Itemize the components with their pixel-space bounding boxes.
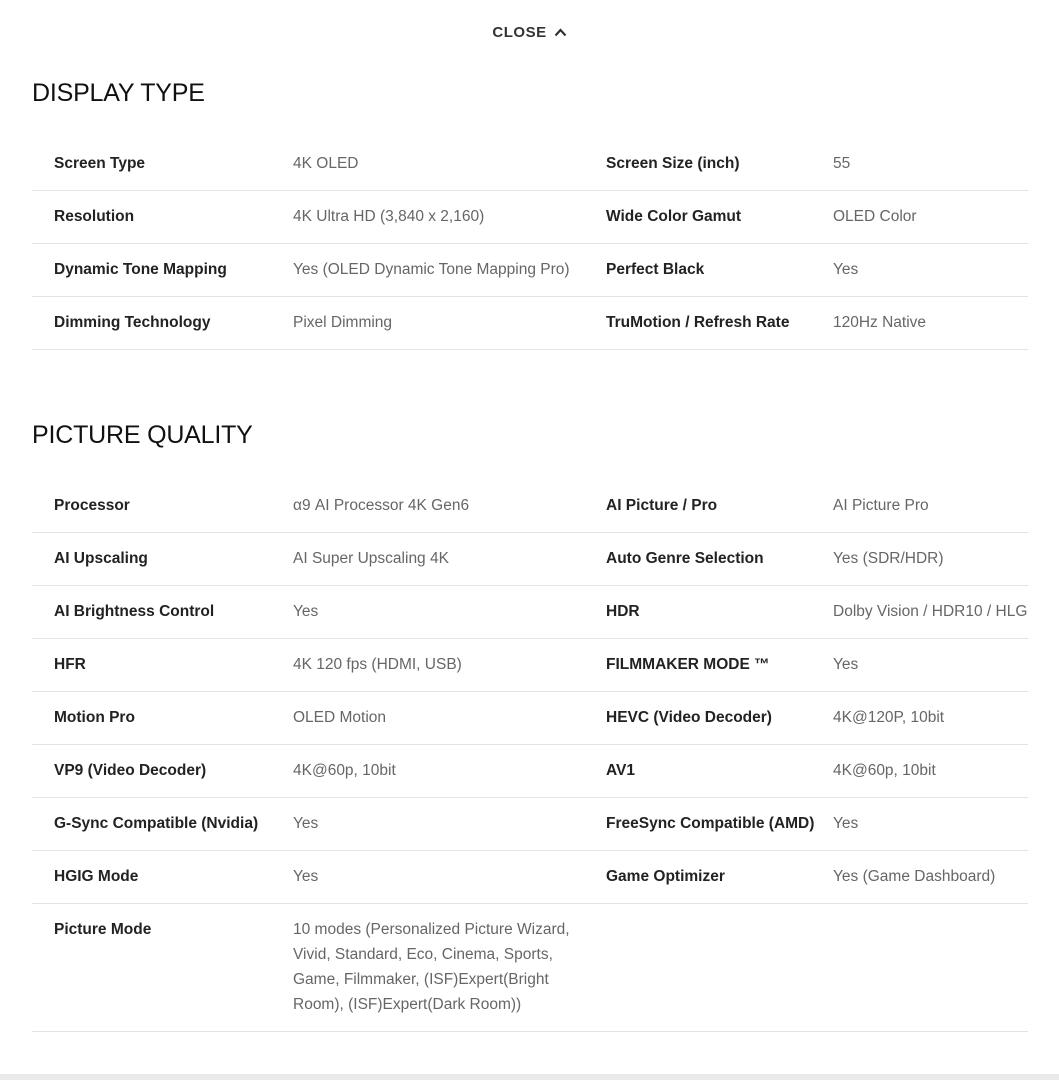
spec-value: Yes (833, 656, 859, 673)
spec-label: Processor (54, 497, 130, 514)
spec-value: 10 modes (Personalized Picture Wizard, Vivid, Standard, Eco, Cinema, Sports, Game, Filmmaker, (ISF)Expert(Bright Room), (ISF)Expert(Dark Room)) (293, 921, 570, 1013)
spec-value: OLED Motion (293, 709, 387, 726)
spec-value: 55 (833, 155, 851, 172)
picture-quality-spec-table (32, 480, 1028, 1032)
spec-row (32, 798, 1028, 851)
spec-row (32, 533, 1028, 586)
spec-value: Yes (293, 603, 319, 620)
spec-label: Dynamic Tone Mapping (54, 261, 227, 278)
spec-value: 120Hz Native (833, 314, 927, 331)
spec-label: AV1 (606, 762, 636, 779)
section-title-picture-quality: PICTURE QUALITY (32, 421, 253, 449)
spec-label: AI Upscaling (54, 550, 148, 567)
spec-label: FILMMAKER MODE ™ (606, 656, 770, 673)
spec-label: G-Sync Compatible (Nvidia) (54, 815, 259, 832)
spec-row (32, 745, 1028, 798)
spec-value: Yes (833, 261, 859, 278)
spec-row (32, 480, 1028, 533)
display-type-section (32, 78, 1028, 350)
spec-value: 4K@60p, 10bit (293, 762, 396, 779)
spec-value: AI Picture Pro (833, 497, 929, 514)
close-label: CLOSE (492, 24, 547, 41)
bottom-divider (0, 1074, 1059, 1080)
chevron-up-icon (554, 28, 567, 37)
spec-label (606, 904, 833, 1032)
spec-label: HGIG Mode (54, 868, 139, 885)
spec-label: AI Brightness Control (54, 603, 215, 620)
spec-value: α9 AI Processor 4K Gen6 (293, 497, 470, 514)
spec-label: TruMotion / Refresh Rate (606, 314, 790, 331)
spec-label: VP9 (Video Decoder) (54, 762, 207, 779)
spec-row (32, 244, 1028, 297)
spec-value: Yes (833, 815, 859, 832)
picture-quality-section (32, 420, 1028, 1032)
spec-value: 4K OLED (293, 155, 359, 172)
spec-value: 4K 120 fps (HDMI, USB) (293, 656, 462, 673)
spec-row (32, 297, 1028, 350)
spec-label: Dimming Technology (54, 314, 211, 331)
spec-value: 4K@60p, 10bit (833, 762, 936, 779)
spec-label: HEVC (Video Decoder) (606, 709, 772, 726)
spec-label: Wide Color Gamut (606, 208, 742, 225)
spec-value: OLED Color (833, 208, 917, 225)
spec-label: AI Picture / Pro (606, 497, 718, 514)
spec-value: Yes (Game Dashboard) (833, 868, 996, 885)
spec-row (32, 904, 1028, 1032)
spec-row (32, 138, 1028, 191)
spec-label: Picture Mode (54, 921, 152, 938)
spec-row (32, 851, 1028, 904)
section-title-display-type: DISPLAY TYPE (32, 79, 205, 107)
spec-row (32, 692, 1028, 745)
spec-value: Yes (293, 868, 319, 885)
spec-row (32, 191, 1028, 244)
spec-label: Game Optimizer (606, 868, 725, 885)
display-type-spec-table (32, 138, 1028, 350)
spec-label: FreeSync Compatible (AMD) (606, 815, 815, 832)
spec-value: Pixel Dimming (293, 314, 393, 331)
spec-value: AI Super Upscaling 4K (293, 550, 449, 567)
spec-value: Dolby Vision / HDR10 / HLG (833, 603, 1028, 620)
spec-label: HFR (54, 656, 86, 673)
close-bar (0, 24, 1059, 48)
spec-label: Perfect Black (606, 261, 705, 278)
spec-label: Resolution (54, 208, 135, 225)
spec-value: 4K@120P, 10bit (833, 709, 945, 726)
spec-label: Auto Genre Selection (606, 550, 764, 567)
spec-value (833, 904, 1028, 1032)
spec-label: Screen Type (54, 155, 146, 172)
spec-value: Yes (293, 815, 319, 832)
spec-label: Motion Pro (54, 709, 135, 726)
spec-label: Screen Size (inch) (606, 155, 740, 172)
spec-row (32, 639, 1028, 692)
spec-label: HDR (606, 603, 640, 620)
spec-value: Yes (SDR/HDR) (833, 550, 944, 567)
spec-value: 4K Ultra HD (3,840 x 2,160) (293, 208, 485, 225)
spec-row (32, 586, 1028, 639)
close-button[interactable] (492, 24, 566, 41)
spec-value: Yes (OLED Dynamic Tone Mapping Pro) (293, 261, 570, 278)
